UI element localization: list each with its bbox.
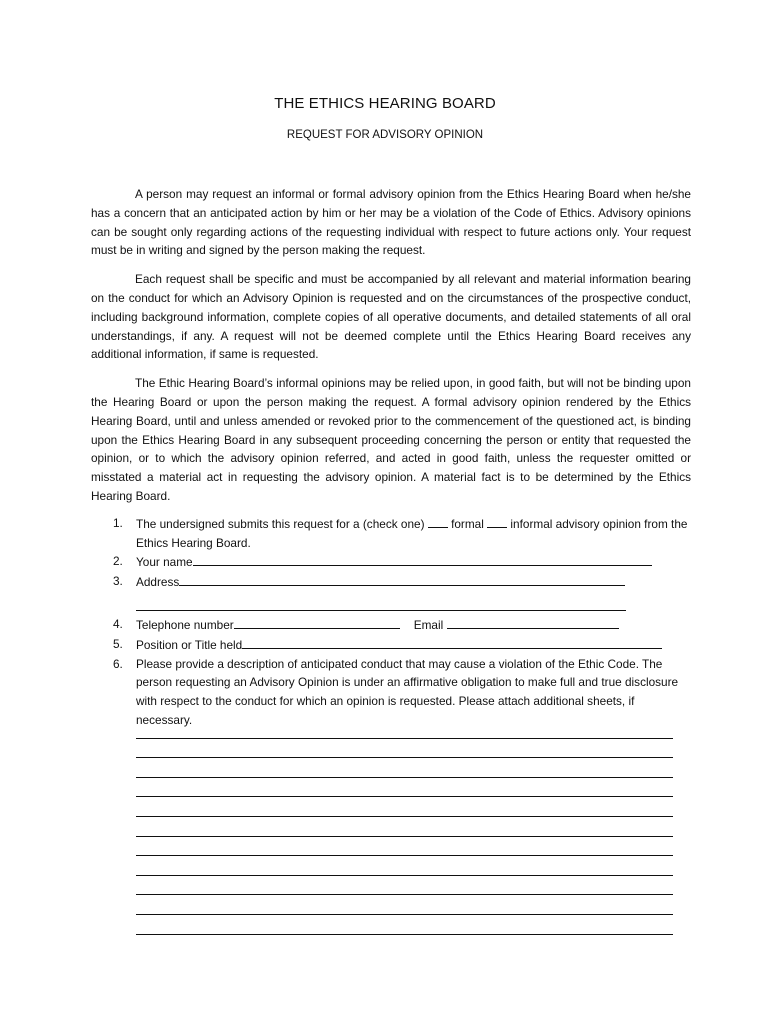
informal-check-field[interactable] [487, 514, 507, 528]
request-items [91, 514, 691, 730]
formal-check-field[interactable] [428, 514, 448, 528]
description-line[interactable] [136, 719, 673, 739]
list-item-position [91, 635, 691, 655]
item-number: 6. [113, 656, 123, 671]
description-instructions: Please provide a description of anticipated conduct that may cause a violation of the Ethic Code. The person requesting an Advisory Opinion is under an affirmative obligation to make full and true disclosure with respect to the conduct for which an opinion is requested. Please attach additional sheets, if necessary. [136, 656, 679, 727]
email-field[interactable] [447, 615, 619, 629]
description-line[interactable] [136, 758, 673, 778]
address-label: Address [136, 575, 180, 590]
item-number: 4. [113, 616, 123, 631]
description-line[interactable] [136, 856, 673, 876]
page-title: THE ETHICS HEARING BOARD [274, 95, 496, 112]
telephone-label: Telephone number [136, 617, 234, 632]
list-item-opinion-type [91, 514, 691, 553]
list-item-telephone [91, 615, 691, 635]
description-line[interactable] [136, 817, 673, 837]
name-field[interactable] [193, 552, 652, 566]
description-line[interactable] [136, 837, 673, 857]
description-line[interactable] [136, 895, 673, 915]
requirements-paragraph: Each request shall be specific and must be accompanied by all relevant and material information bearing on the conduct for which an Advisory Opinion is requested and on the circumstances of the prospective conduct, including background information, complete copies of all operative documents, and detailed statements of all oral understandings, if any. A request will not be deemed complete until the Ethics Hearing Board receives any additional information, if same is requested. [91, 272, 691, 362]
item-number: 5. [113, 636, 123, 651]
informal-label: informal advisory opinion from the Ethics Hearing Board. [136, 516, 688, 550]
telephone-field[interactable] [234, 615, 400, 629]
intro-paragraph: A person may request an informal or formal advisory opinion from the Ethics Hearing Board when he/she has a concern that an anticipated action by him or her may be a violation of the Code of Ethics. Advisory opinions can be sought only regarding actions of the requesting individual with respect to future actions only. Your request must be in writing and signed by the person making the request. [91, 187, 691, 258]
list-item-address [91, 572, 691, 611]
form-body [91, 185, 691, 730]
item-number: 2. [113, 554, 123, 569]
description-lines [136, 719, 673, 935]
description-line[interactable] [136, 797, 673, 817]
opinion-type-text: The undersigned submits this request for a (check one) [136, 516, 428, 531]
position-field[interactable] [242, 635, 662, 649]
description-line[interactable] [136, 915, 673, 935]
position-label: Position or Title held [136, 637, 243, 652]
address-field-line-1[interactable] [179, 572, 625, 586]
description-line[interactable] [136, 778, 673, 798]
item-number: 1. [113, 515, 123, 530]
formal-label: formal [447, 516, 488, 531]
address-field-line-2[interactable] [136, 592, 626, 611]
name-label: Your name [136, 555, 193, 570]
description-line[interactable] [136, 739, 673, 759]
binding-paragraph: The Ethic Hearing Board’s informal opinions may be relied upon, in good faith, but will not be binding upon the Hearing Board or upon the person making the request. A formal advisory opinion rendered by the Ethics Hearing Board, until and unless amended or revoked prior to the commencement of the questioned act, is binding upon the Ethics Hearing Board in any subsequent proceeding concerning the person or entity that requested the opinion, or to which the advisory opinion referred, and acted in good faith, unless the requester omitted or misstated a material act in requesting the advisory opinion. A material fact is to be determined by the Ethics Hearing Board. [91, 376, 691, 503]
description-line[interactable] [136, 876, 673, 896]
list-item-name [91, 552, 691, 572]
page-subtitle: REQUEST FOR ADVISORY OPINION [286, 129, 484, 141]
item-number: 3. [113, 574, 123, 589]
email-label: Email [413, 617, 447, 632]
